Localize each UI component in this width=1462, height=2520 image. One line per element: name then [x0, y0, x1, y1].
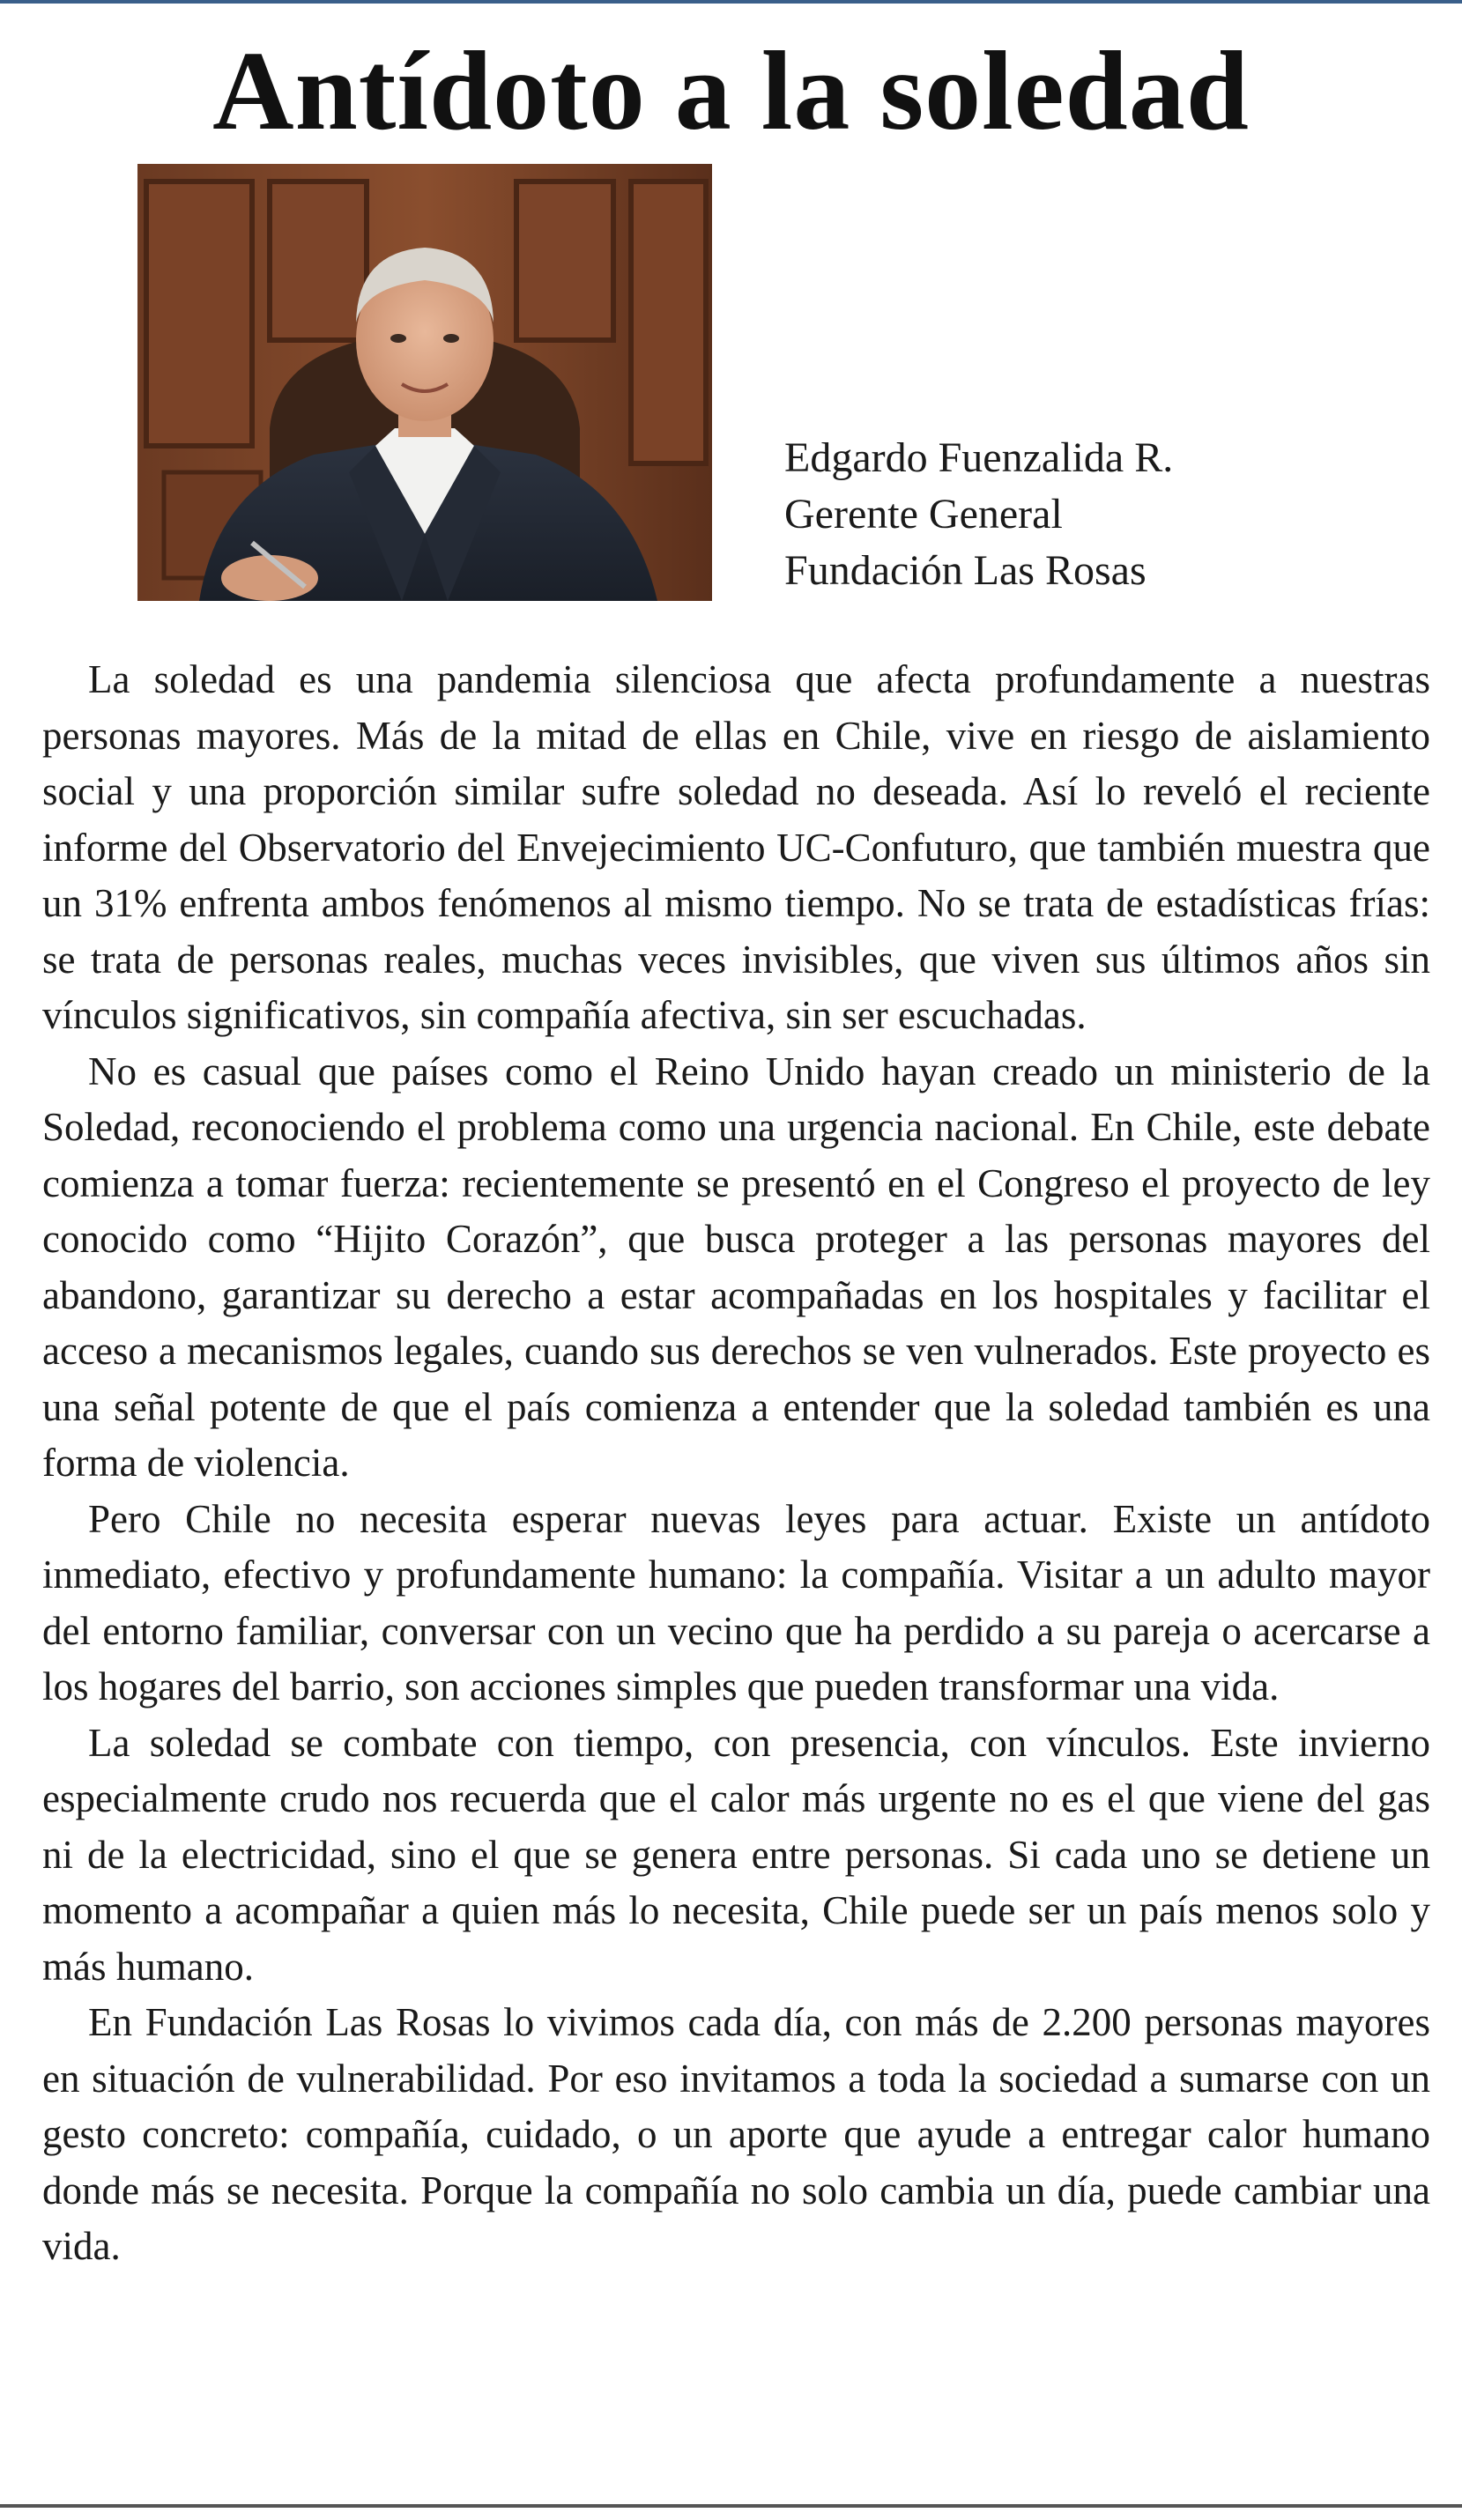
author-role: Gerente General — [784, 491, 1063, 537]
paragraph: La soledad es una pandemia silenciosa que afecta profundamente a nuestras personas mayores. Más de la mitad de ellas en Chile, vive en riesgo de aislamiento social y una proporción similar sufre soledad no deseada. Así lo reveló el reciente informe del Observatorio del Envejecimiento UC-Confuturo, que también muestra que un 31% enfrenta ambos fenómenos al mismo tiempo. No se trata de estadísticas frías: se trata de personas reales, muchas veces invisibles, que viven sus últimos años sin vínculos significativos, sin compañía afectiva, sin ser escuchadas. — [42, 657, 1430, 1037]
paragraph: En Fundación Las Rosas lo vivimos cada día, con más de 2.200 personas mayores en situación de vulnerabilidad. Por eso invitamos a toda la sociedad a sumarse con un gesto concreto: compañía, cuidado, o un aporte que ayude a entregar calor humano donde más se necesita. Porque la compañía no solo cambia un día, puede cambiar una vida. — [42, 2000, 1430, 2268]
top-rule — [0, 0, 1462, 4]
bottom-rule — [0, 2504, 1462, 2508]
paragraph: La soledad se combate con tiempo, con presencia, con vínculos. Este invierno especialmente crudo nos recuerda que el calor más urgente no es el que viene del gas ni de la electricidad, sino el que se genera entre personas. Si cada uno se detiene un momento a acompañar a quien más lo necesita, Chile puede ser un país menos solo y más humano. — [42, 1720, 1430, 1989]
author-organization: Fundación Las Rosas — [784, 547, 1147, 594]
article-title: Antídoto a la soledad — [212, 28, 1250, 153]
article-body — [42, 652, 1430, 2275]
paragraph: No es casual que países como el Reino Unido hayan creado un ministerio de la Soledad, reconociendo el problema como una urgencia nacional. En Chile, este debate comienza a tomar fuerza: recientemente se presentó en el Congreso el proyecto de ley conocido como “Hijito Corazón”, que busca proteger a las personas mayores del abandono, garantizar su derecho a estar acompañadas en los hospitales y facilitar el acceso a mecanismos legales, cuando sus derechos se ven vulnerados. Este proyecto es una señal potente de que el país comienza a entender que la soledad también es una forma de violencia. — [42, 1049, 1430, 1485]
paragraph: Pero Chile no necesita esperar nuevas leyes para actuar. Existe un antídoto inmediato, efectivo y profundamente humano: la compañía. Visitar a un adulto mayor del entorno familiar, conversar con un vecino que ha perdido a su pareja o acercarse a los hogares del barrio, son acciones simples que pueden transformar una vida. — [42, 1496, 1430, 1708]
author-photo — [137, 164, 712, 601]
author-byline — [784, 430, 1173, 599]
author-name: Edgardo Fuenzalida R. — [784, 434, 1174, 481]
